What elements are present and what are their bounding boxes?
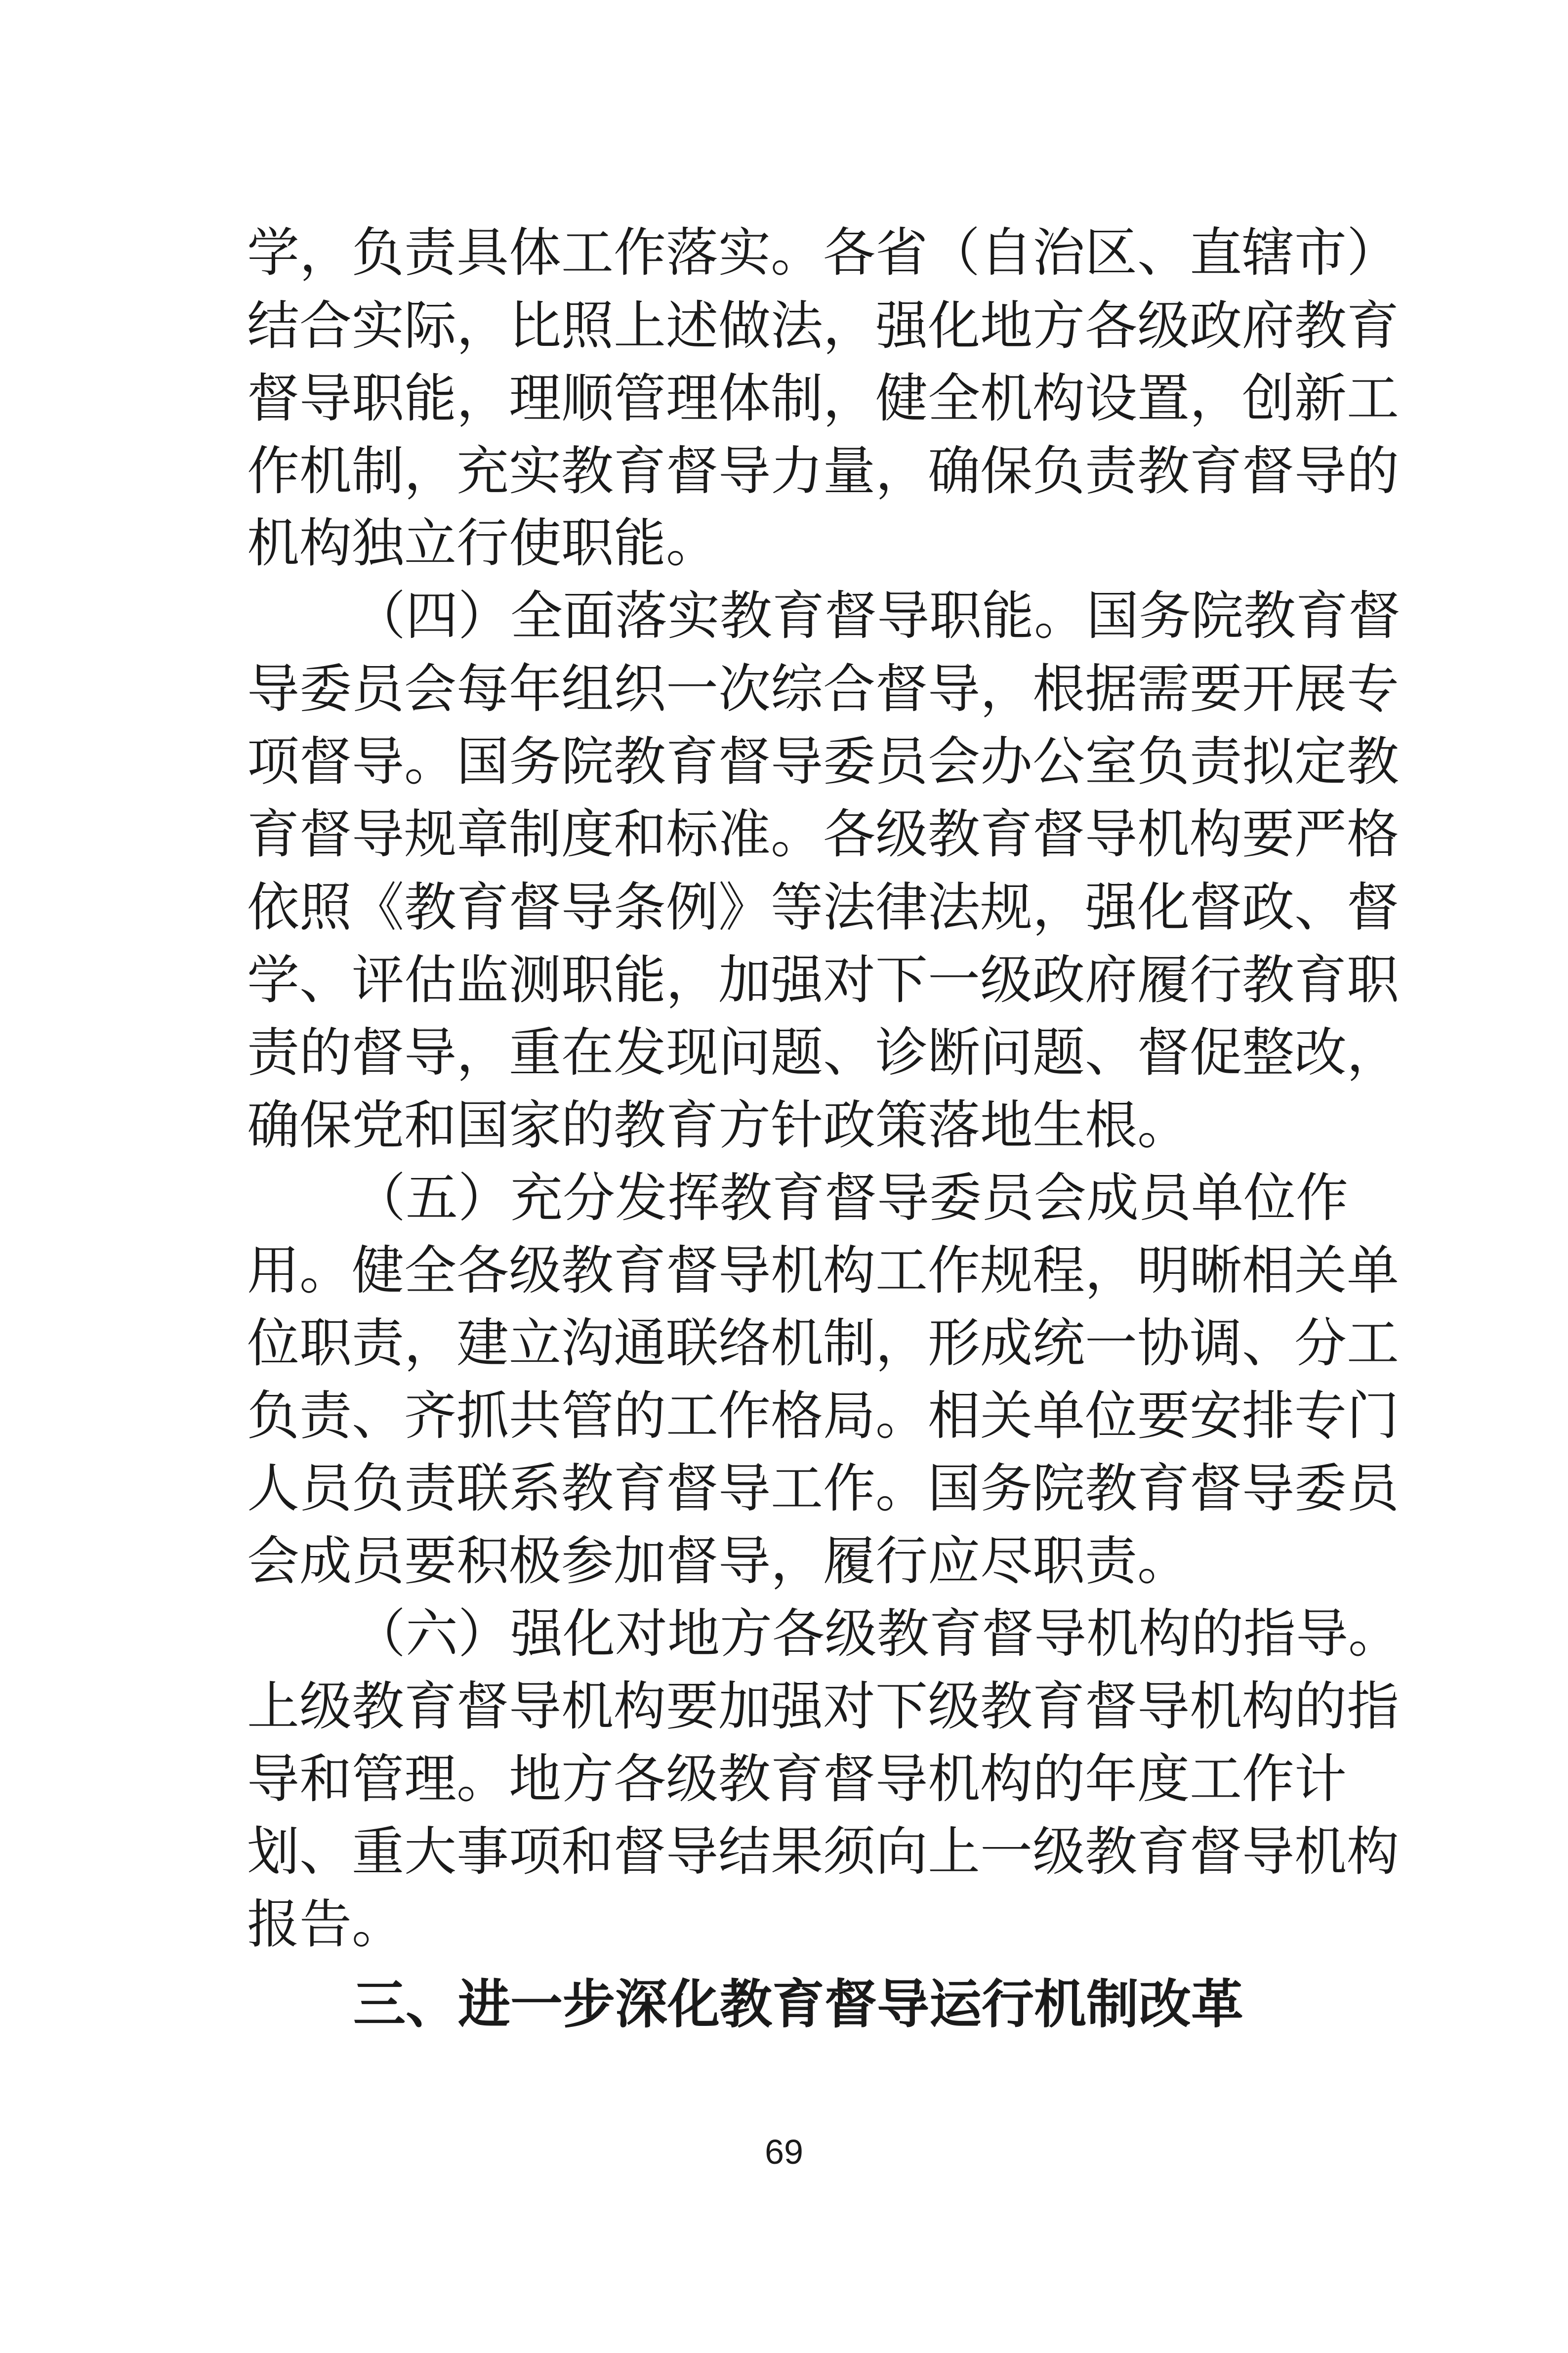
paragraph-first-line: （六）强化对地方各级教育督导机构的指导。 xyxy=(353,1603,1401,1664)
body-text-line: 报告。 xyxy=(247,1894,404,1955)
body-text-line: 机构独立行使职能。 xyxy=(247,513,718,574)
body-text-line: 上级教育督导机构要加强对下级教育督导机构的指 xyxy=(247,1676,1399,1737)
body-text-line: 位职责，建立沟通联络机制，形成统一协调、分工 xyxy=(247,1313,1399,1374)
body-text-line: 结合实际，比照上述做法，强化地方各级政府教育 xyxy=(247,295,1399,356)
body-text-line: 督导职能，理顺管理体制，健全机构设置，创新工 xyxy=(247,368,1399,429)
page-number: 69 xyxy=(765,2133,803,2171)
body-text-line: 项督导。国务院教育督导委员会办公室负责拟定教 xyxy=(247,731,1399,792)
body-text-line: 责的督导，重在发现问题、诊断问题、督促整改， xyxy=(247,1022,1399,1083)
paragraph-first-line: （五）充分发挥教育督导委员会成员单位作 xyxy=(353,1168,1348,1228)
body-text-line: 会成员要积极参加督导，履行应尽职责。 xyxy=(247,1531,1190,1592)
body-text-line: 确保党和国家的教育方针政策落地生根。 xyxy=(247,1095,1190,1156)
body-text-line: 导委员会每年组织一次综合督导，根据需要开展专 xyxy=(247,659,1399,719)
body-text-line: 划、重大事项和督导结果须向上一级教育督导机构 xyxy=(247,1821,1399,1882)
body-text-line: 负责、齐抓共管的工作格局。相关单位要安排专门 xyxy=(247,1386,1399,1446)
body-text-line: 育督导规章制度和标准。各级教育督导机构要严格 xyxy=(247,804,1399,865)
body-text-line: 依照《教育督导条例》等法律法规，强化督政、督 xyxy=(247,877,1399,938)
body-text-line: 人员负责联系教育督导工作。国务院教育督导委员 xyxy=(247,1458,1399,1519)
body-text-line: 学、评估监测职能，加强对下一级政府履行教育职 xyxy=(247,950,1399,1010)
section-heading: 三、进一步深化教育督导运行机制改革 xyxy=(353,1974,1243,2035)
body-text-line: 学，负责具体工作落实。各省（自治区、直辖市） xyxy=(247,222,1399,283)
body-text-line: 用。健全各级教育督导机构工作规程，明晰相关单 xyxy=(247,1240,1399,1301)
paragraph-first-line: （四）全面落实教育督导职能。国务院教育督 xyxy=(353,586,1401,646)
body-text-line: 导和管理。地方各级教育督导机构的年度工作计 xyxy=(247,1749,1347,1809)
body-text-line: 作机制，充实教育督导力量，确保负责教育督导的 xyxy=(247,441,1399,502)
